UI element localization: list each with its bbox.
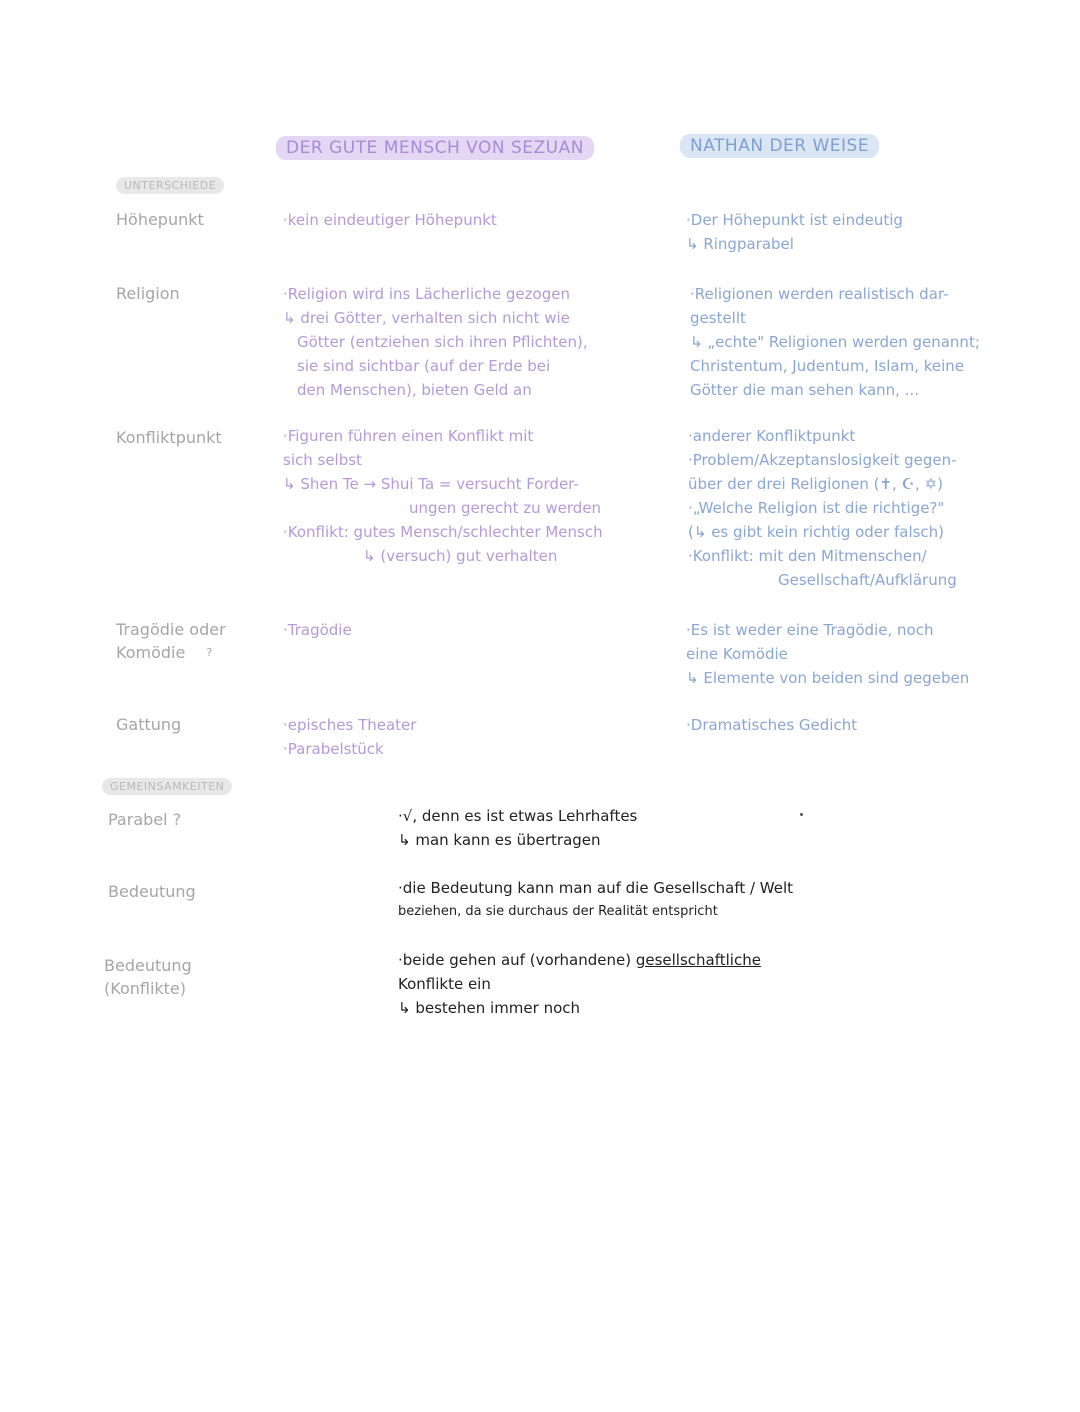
label-text: Komödie — [116, 643, 186, 662]
header-right-title — [680, 134, 879, 158]
text-line: ·Der Höhepunkt ist eindeutig — [686, 211, 903, 229]
text-line: ·kein eindeutiger Höhepunkt — [283, 211, 497, 229]
text-line: sich selbst — [283, 451, 362, 469]
row-label-hoehepunkt: Höhepunkt — [116, 210, 204, 229]
section-unterschiede-badge: UNTERSCHIEDE — [116, 177, 224, 194]
text-line: ↳ (versuch) gut verhalten — [363, 547, 558, 565]
header-left-title — [276, 136, 594, 160]
text-line: ↳ „echte" Religionen werden genannt; — [690, 333, 980, 351]
text-line: ·Es ist weder eine Tragödie, noch — [686, 621, 934, 639]
text-line: Götter die man sehen kann, ... — [690, 381, 920, 399]
section-gemeinsamkeiten-badge: GEMEINSAMKEITEN — [102, 778, 232, 795]
text-line: sie sind sichtbar (auf der Erde bei — [297, 357, 551, 375]
text-line: ·Religionen werden realistisch dar- — [690, 285, 949, 303]
text-line: eine Komödie — [686, 645, 788, 663]
text-line: ↳ bestehen immer noch — [398, 999, 581, 1017]
konfliktpunkt-left-text — [283, 424, 603, 568]
tragoedie-right-text — [686, 618, 969, 690]
parabel-text — [398, 804, 637, 852]
text-line: beziehen, da sie durchaus der Realität entspricht — [398, 904, 718, 919]
text-line: ·Konflikt: gutes Mensch/schlechter Mensch — [283, 523, 603, 541]
row-label-tragoedie — [116, 618, 226, 664]
text-line: ↳ Elemente von beiden sind gegeben — [686, 669, 970, 687]
row-label-parabel: Parabel ? — [108, 810, 182, 829]
text-line: ·√, denn es ist etwas Lehrhaftes — [398, 807, 638, 825]
text-line: ·Figuren führen einen Konflikt mit — [283, 427, 534, 445]
text-line: (↳ es gibt kein richtig oder falsch) — [688, 523, 945, 541]
text-line: Gesellschaft/Aufklärung — [778, 571, 957, 589]
row-label-religion: Religion — [116, 284, 180, 303]
konfliktpunkt-right-text — [688, 424, 957, 592]
text-line: ·Problem/Akzeptanslosigkeit gegen- — [688, 451, 957, 469]
text-line: über der drei Religionen (✝, ☪, ✡) — [688, 475, 943, 493]
text-line: den Menschen), bieten Geld an — [297, 381, 532, 399]
text-line — [398, 948, 761, 972]
text-line: ·die Bedeutung kann man auf die Gesellschaft / Welt — [398, 879, 794, 897]
section-unterschiede — [116, 174, 224, 194]
text-segment: ·beide gehen auf (vorhandene) — [398, 951, 636, 969]
question-mark: ? — [206, 646, 213, 659]
text-line: ·Dramatisches Gedicht — [686, 716, 858, 734]
text-line: ·anderer Konfliktpunkt — [688, 427, 856, 445]
text-line: gestellt — [690, 309, 746, 327]
header-right-highlight: NATHAN DER WEISE — [680, 134, 879, 158]
bedeutung-text — [398, 876, 793, 924]
text-line: ↳ man kann es übertragen — [398, 831, 601, 849]
gattung-right-text — [686, 713, 857, 737]
hoehepunkt-right-text — [686, 208, 903, 256]
row-label-bedeutung-konflikte — [104, 954, 192, 1000]
text-line: ↳ Shen Te → Shui Ta = versucht Forder- — [283, 475, 579, 493]
tragoedie-left-text — [283, 618, 352, 642]
row-label-gattung: Gattung — [116, 715, 182, 734]
text-line: ·Parabelstück — [283, 740, 384, 758]
text-line: ·Tragödie — [283, 621, 352, 639]
text-line: Götter (entziehen sich ihren Pflichten), — [297, 333, 588, 351]
text-line: ·„Welche Religion ist die richtige?" — [688, 499, 945, 517]
underlined-word: gesellschaftliche — [635, 951, 761, 969]
religion-right-text — [690, 282, 980, 402]
text-line: Konflikte ein — [398, 975, 491, 993]
gattung-left-text — [283, 713, 416, 761]
row-label-bedeutung: Bedeutung — [108, 882, 196, 901]
text-line: ↳ Ringparabel — [686, 235, 794, 253]
text-line: ↳ drei Götter, verhalten sich nicht wie — [283, 309, 570, 327]
text-line: ungen gerecht zu werden — [409, 499, 602, 517]
hoehepunkt-left-text — [283, 208, 497, 232]
label-line: Bedeutung — [104, 956, 192, 975]
label-line: (Konflikte) — [104, 979, 187, 998]
stray-dot — [800, 813, 803, 816]
row-label-konfliktpunkt: Konfliktpunkt — [116, 428, 222, 447]
bedeutung-konflikte-text — [398, 948, 761, 1020]
section-gemeinsamkeiten — [102, 775, 232, 795]
text-line: ·Konflikt: mit den Mitmenschen/ — [688, 547, 927, 565]
text-line: ·Religion wird ins Lächerliche gezogen — [283, 285, 570, 303]
religion-left-text — [283, 282, 588, 402]
label-line — [116, 641, 226, 664]
text-line: ·episches Theater — [283, 716, 417, 734]
text-line: Christentum, Judentum, Islam, keine — [690, 357, 965, 375]
label-line: Tragödie oder — [116, 620, 226, 639]
header-left-highlight: DER GUTE MENSCH VON SEZUAN — [276, 136, 594, 160]
